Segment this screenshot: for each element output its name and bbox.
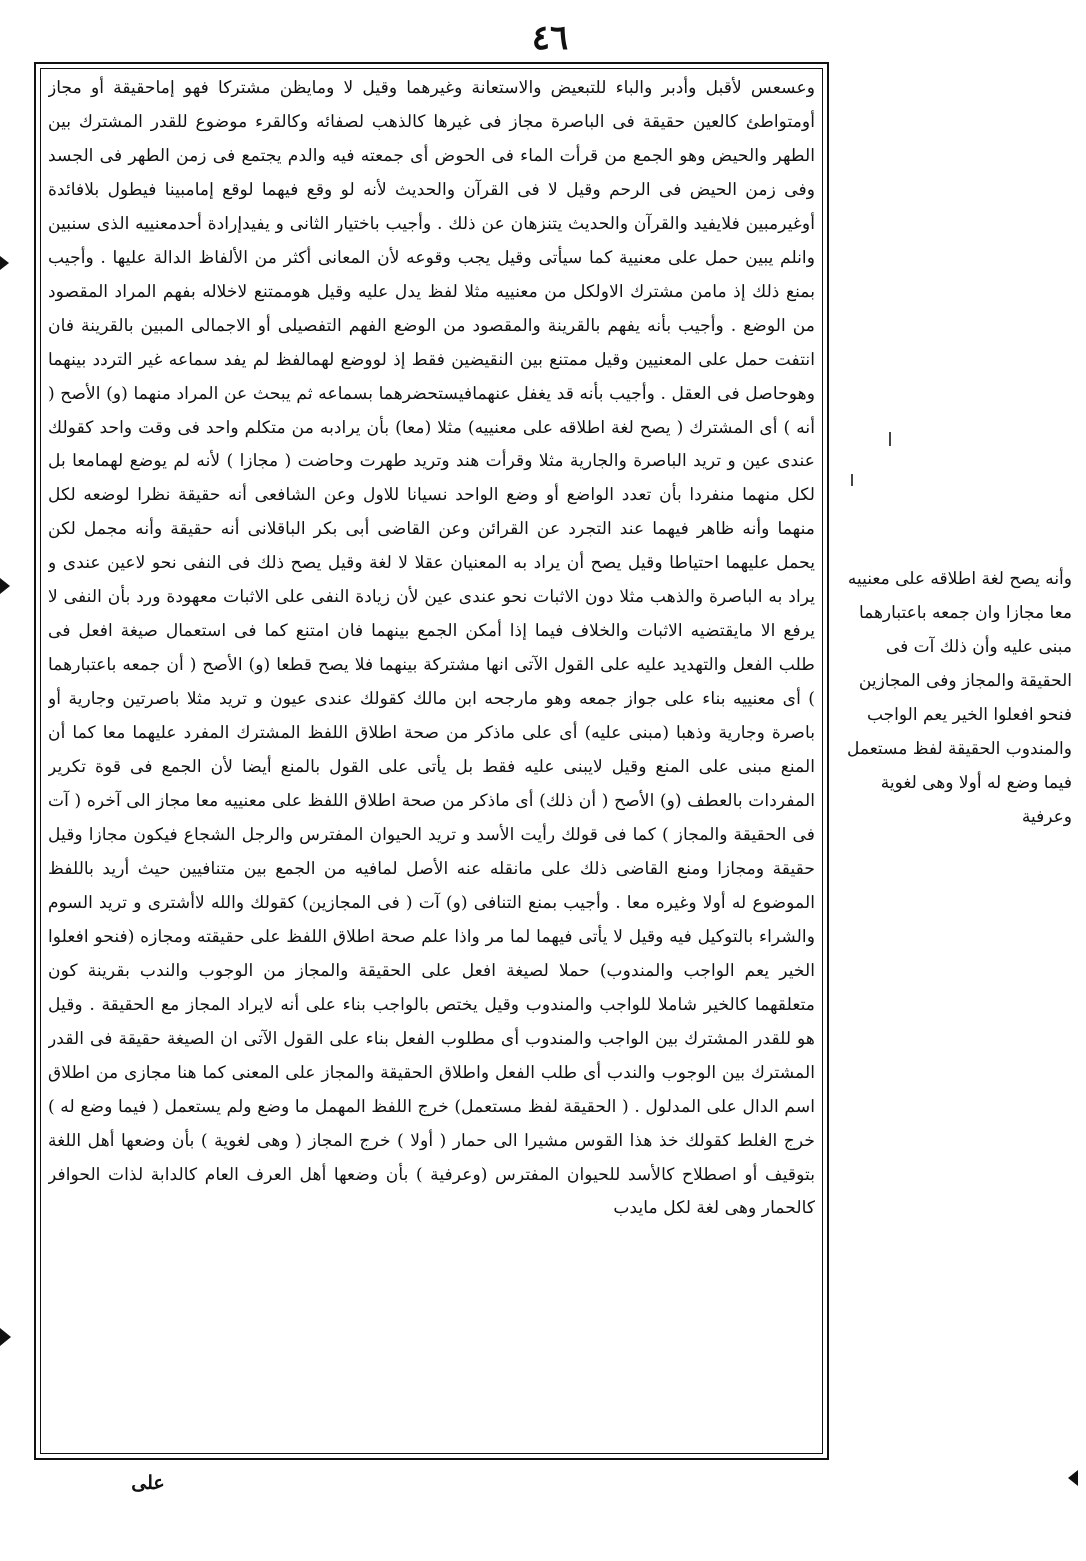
binding-mark (0, 578, 10, 594)
page-number: ٤٦ (531, 18, 569, 58)
margin-note: وأنه يصح لغة اطلاقه على معنييه معا مجازا وان جمعه باعتبارهما مبنى عليه وأن ذلك آت فى الحقيقة والمجاز وفى المجازين فنحو افعلوا الخير يعم الواجب والمندوب الحقيقة لفظ مستعمل فيما وضع له أولا وهى لغوية وعرفية (847, 569, 1072, 827)
scan-speck (889, 432, 891, 446)
binding-mark (1068, 1470, 1078, 1486)
main-text-block (48, 72, 815, 1448)
binding-mark (0, 1328, 11, 1346)
main-paragraph: وعسعس لأقبل وأدبر والباء للتبعيض والاستعانة وغيرهما وقيل لا ومايظن مشتركا فهو إماحقيقة أو مجاز أومتواطئ كالعين حقيقة فى الباصرة مجاز فى غيرها كالذهب لصفائه وكالقرء موضوع للقدر المشترك بين الطهر والحيض وهو الجمع من قرأت الماء فى الحوض أى جمعته فيه والدم يجتمع فى زمن الطهر فى الجسد وفى زمن الحيض فى الرحم وقيل لا فى القرآن والحديث لأنه لو وقع فيهما لوقع إمامبينا فيطول بلافائدة أوغيرمبين فلايفيد والقرآن والحديث يتنزهان عن ذلك . وأجيب باختيار الثانى و يفيدإرادة أحدمعنييه الذى سنبين وانلم يبين حمل على معنيية كما سيأتى وقيل يجب وقوعه لأن المعانى أكثر من الألفاظ الدالة عليها . وأجيب بمنع ذلك إذ مامن مشترك الاولكل من معنييه مثلا لفظ يدل عليه وقيل هوممتنع لاخلاله بفهم المراد المقصود من الوضع . وأجيب بأنه يفهم بالقرينة والمقصود من الوضع الفهم التفصيلى أو الاجمالى المبين بالقرينة فان انتفت حمل على المعنيين وقيل ممتنع بين النقيضين فقط إذ لووضع لهمالفظ لم يفد سماعه غير التردد بينهما وهوحاصل فى العقل . وأجيب بأنه قد يغفل عنهمافيستحضرهما بسماعه ثم يبحث عن المراد منهما (و) الأصح ( أنه ) أى المشترك ( يصح لغة اطلاقه على معنييه) مثلا (معا) بأن يرادبه من متكلم واحد فى وقت واحد كقولك عندى عين و تريد الباصرة والجارية مثلا وقرأت هند وتريد طهرت وحاضت ( مجازا ) لأنه لم يوضع لهمامعا بل لكل منهما منفردا بأن تعدد الواضع أو وضع الواحد نسيانا للاول وعن الشافعى أنه حقيقة نظرا لوضعه لكل منهما وأنه ظاهر فيهما عند التجرد عن القرائن وعن القاضى أبى بكر الباقلانى أنه حقيقة وأنه مجمل لكن يحمل عليهما احتياطا وقيل يصح أن يراد به المعنيان عقلا لا لغة وقيل يصح ذلك فى النفى نحو لاعين عندى و يراد به الباصرة والذهب مثلا دون الاثبات نحو عندى عين لأن زيادة النفى على الاثبات معهودة ورد بأن النفى لا يرفع الا مايقتضيه الاثبات والخلاف فيما إذا أمكن الجمع بينهما فان امتنع كما فى استعمال صيغة افعل فى طلب الفعل والتهديد عليه على القول الآتى انها مشتركة بينهما فلا يصح قطعا (و) الأصح ( أن جمعه باعتبارهما ) أى معنييه بناء على جواز جمعه وهو مارجحه ابن مالك كقولك عندى عيون و تريد مثلا باصرتين وجارية أو باصرة وجارية وذهبا (مبنى عليه) أى على ماذكر من صحة اطلاق اللفظ المشترك المفرد عليهما معا كما أن المنع مبنى على المنع وقيل لايبنى عليه فقط بل يأتى على القول بالمنع أيضا لأن الجمع فى قوة تكرير المفردات بالعطف (و) الأصح ( أن ذلك) أى ماذكر من صحة اطلاق اللفظ على معنييه معا مجاز الى آخره ( آت فى الحقيقة والمجاز ) كما فى قولك رأيت الأسد و تريد الحيوان المفترس والرجل الشجاع فيكون مجازا وقيل حقيقة ومجازا ومنع القاضى ذلك على مانقله عنه الأصل لمافيه من الجمع بين متنافيين حيث أريد باللفظ الموضوع له أولا وغيره معا . وأجيب بمنع التنافى (و) آت ( فى المجازين) كقولك والله لاأشترى و تريد السوم والشراء بالتوكيل فيه وقيل لا يأتى فيهما لما مر واذا علم صحة اطلاق اللفظ على حقيقته ومجازه (فنحو افعلوا الخير يعم الواجب والمندوب) حملا لصيغة افعل على الحقيقة والمجاز من الوجوب والندب بقرينة كون متعلقهما كالخير شاملا للواجب والمندوب وقيل يختص بالواجب بناء على أنه لايراد المجاز مع الحقيقة . وقيل هو للقدر المشترك بين الواجب والمندوب أى مطلوب الفعل بناء على القول الآتى ان الصيغة حقيقة فى القدر المشترك بين الوجوب والندب أى طلب الفعل واطلاق الحقيقة والمجاز على المعنى كما هنا مجازى من اطلاق اسم الدال على المدلول . ( الحقيقة لفظ مستعمل) خرج اللفظ المهمل ما وضع ولم يستعمل ( فيما وضع له ) خرج الغلط كقولك خذ هذا القوس مشيرا الى حمار ( أولا ) خرج المجاز ( وهى لغوية ) بأن وضعها أهل اللغة بتوقيف أو اصطلاح كالأسد للحيوان المفترس (وعرفية ) بأن وضعها أهل العرف العام كالدابة لذات الحوافر كالحمار وهى لغة لكل مايدب (48, 78, 815, 1219)
binding-mark (0, 256, 9, 270)
scan-speck (851, 474, 853, 486)
catchword: على (131, 1472, 165, 1494)
